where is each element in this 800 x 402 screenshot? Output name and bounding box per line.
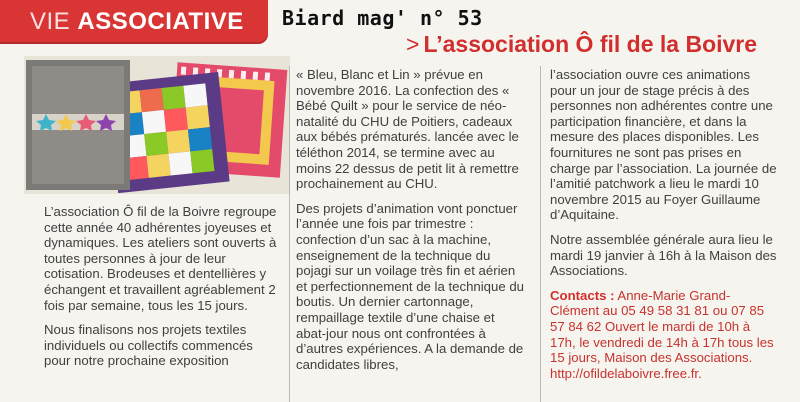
section-title-prefix: VIE	[30, 8, 78, 35]
column-divider	[289, 66, 290, 402]
quilts-photo	[24, 56, 290, 194]
article-column-3	[550, 67, 778, 390]
article-column-2	[296, 67, 526, 381]
paragraph: « Bleu, Blanc et Lin » prévue en novembre 2016. La confection des « Bébé Quilt » pour le service de néo-natalité du CHU de Poitiers, cadeaux aux bébés prématurés. lancée avec le téléthon 2014, se termine avec au moins 22 dessus de petit lit à remettre prochainement au CHU.	[296, 67, 519, 192]
paragraph: Des projets d’animation vont ponctuer l’année une fois par trimestre : confection d’un sac à la machine, enseignement de la technique du pojagi sur un voilage très fin et aérien et perfectionnement de la technique du boutis. Un dernier cartonnage, rempaillage textile d’une chaise et abat-jour nous ont confrontées à d’autres expériences. A la demande de candidates libres,	[296, 200, 525, 372]
paragraph: Nous finalisons nos projets textiles individuels ou collectifs commencés pour notre prochaine exposition	[44, 322, 253, 369]
contacts	[550, 288, 778, 382]
section-title	[30, 8, 244, 36]
column-divider	[540, 66, 541, 402]
paragraph: Notre assemblée générale aura lieu le mardi 19 janvier à 16h à la Maison des Associations.	[550, 231, 777, 279]
contacts-label: Contacts :	[550, 287, 615, 303]
headline-marker: >	[406, 31, 420, 57]
section-banner	[0, 0, 268, 44]
contacts-text: Anne-Marie Grand-Clément au 05 49 58 31 81 ou 07 85 57 84 62 Ouvert le mardi de 10h à 17h, le vendredi de 14h à 17h tous les 15 jours, Maison des Associations. http://ofildelaboivre.free.fr.	[550, 287, 774, 381]
article-headline	[406, 31, 757, 58]
headline-title: L’association Ô fil de la Boivre	[423, 31, 758, 57]
paragraph: L’association Ô fil de la Boivre regroupe cette année 40 adhérentes joyeuses et dynamiques. Les ateliers sont ouverts à toutes personnes à jour de leur cotisation. Brodeuses et dentellières y échangent et travaillent agréablement 2 fois par semaine, tous les 15 jours.	[44, 204, 277, 313]
paragraph: l’association ouvre ces animations pour un jour de stage précis à des personnes non adhérentes contre une participation financière, et dans la mesure des places disponibles. Les fournitures ne sont pas prises en charge par l’association. La journée de l’amitié patchwork a lieu le mardi 10 novembre 2015 au Foyer Guillaume d’Aquitaine.	[550, 67, 777, 223]
magazine-issue: Biard mag' n° 53	[282, 6, 483, 30]
section-title-word: ASSOCIATIVE	[77, 8, 244, 35]
article-column-1	[44, 204, 282, 378]
